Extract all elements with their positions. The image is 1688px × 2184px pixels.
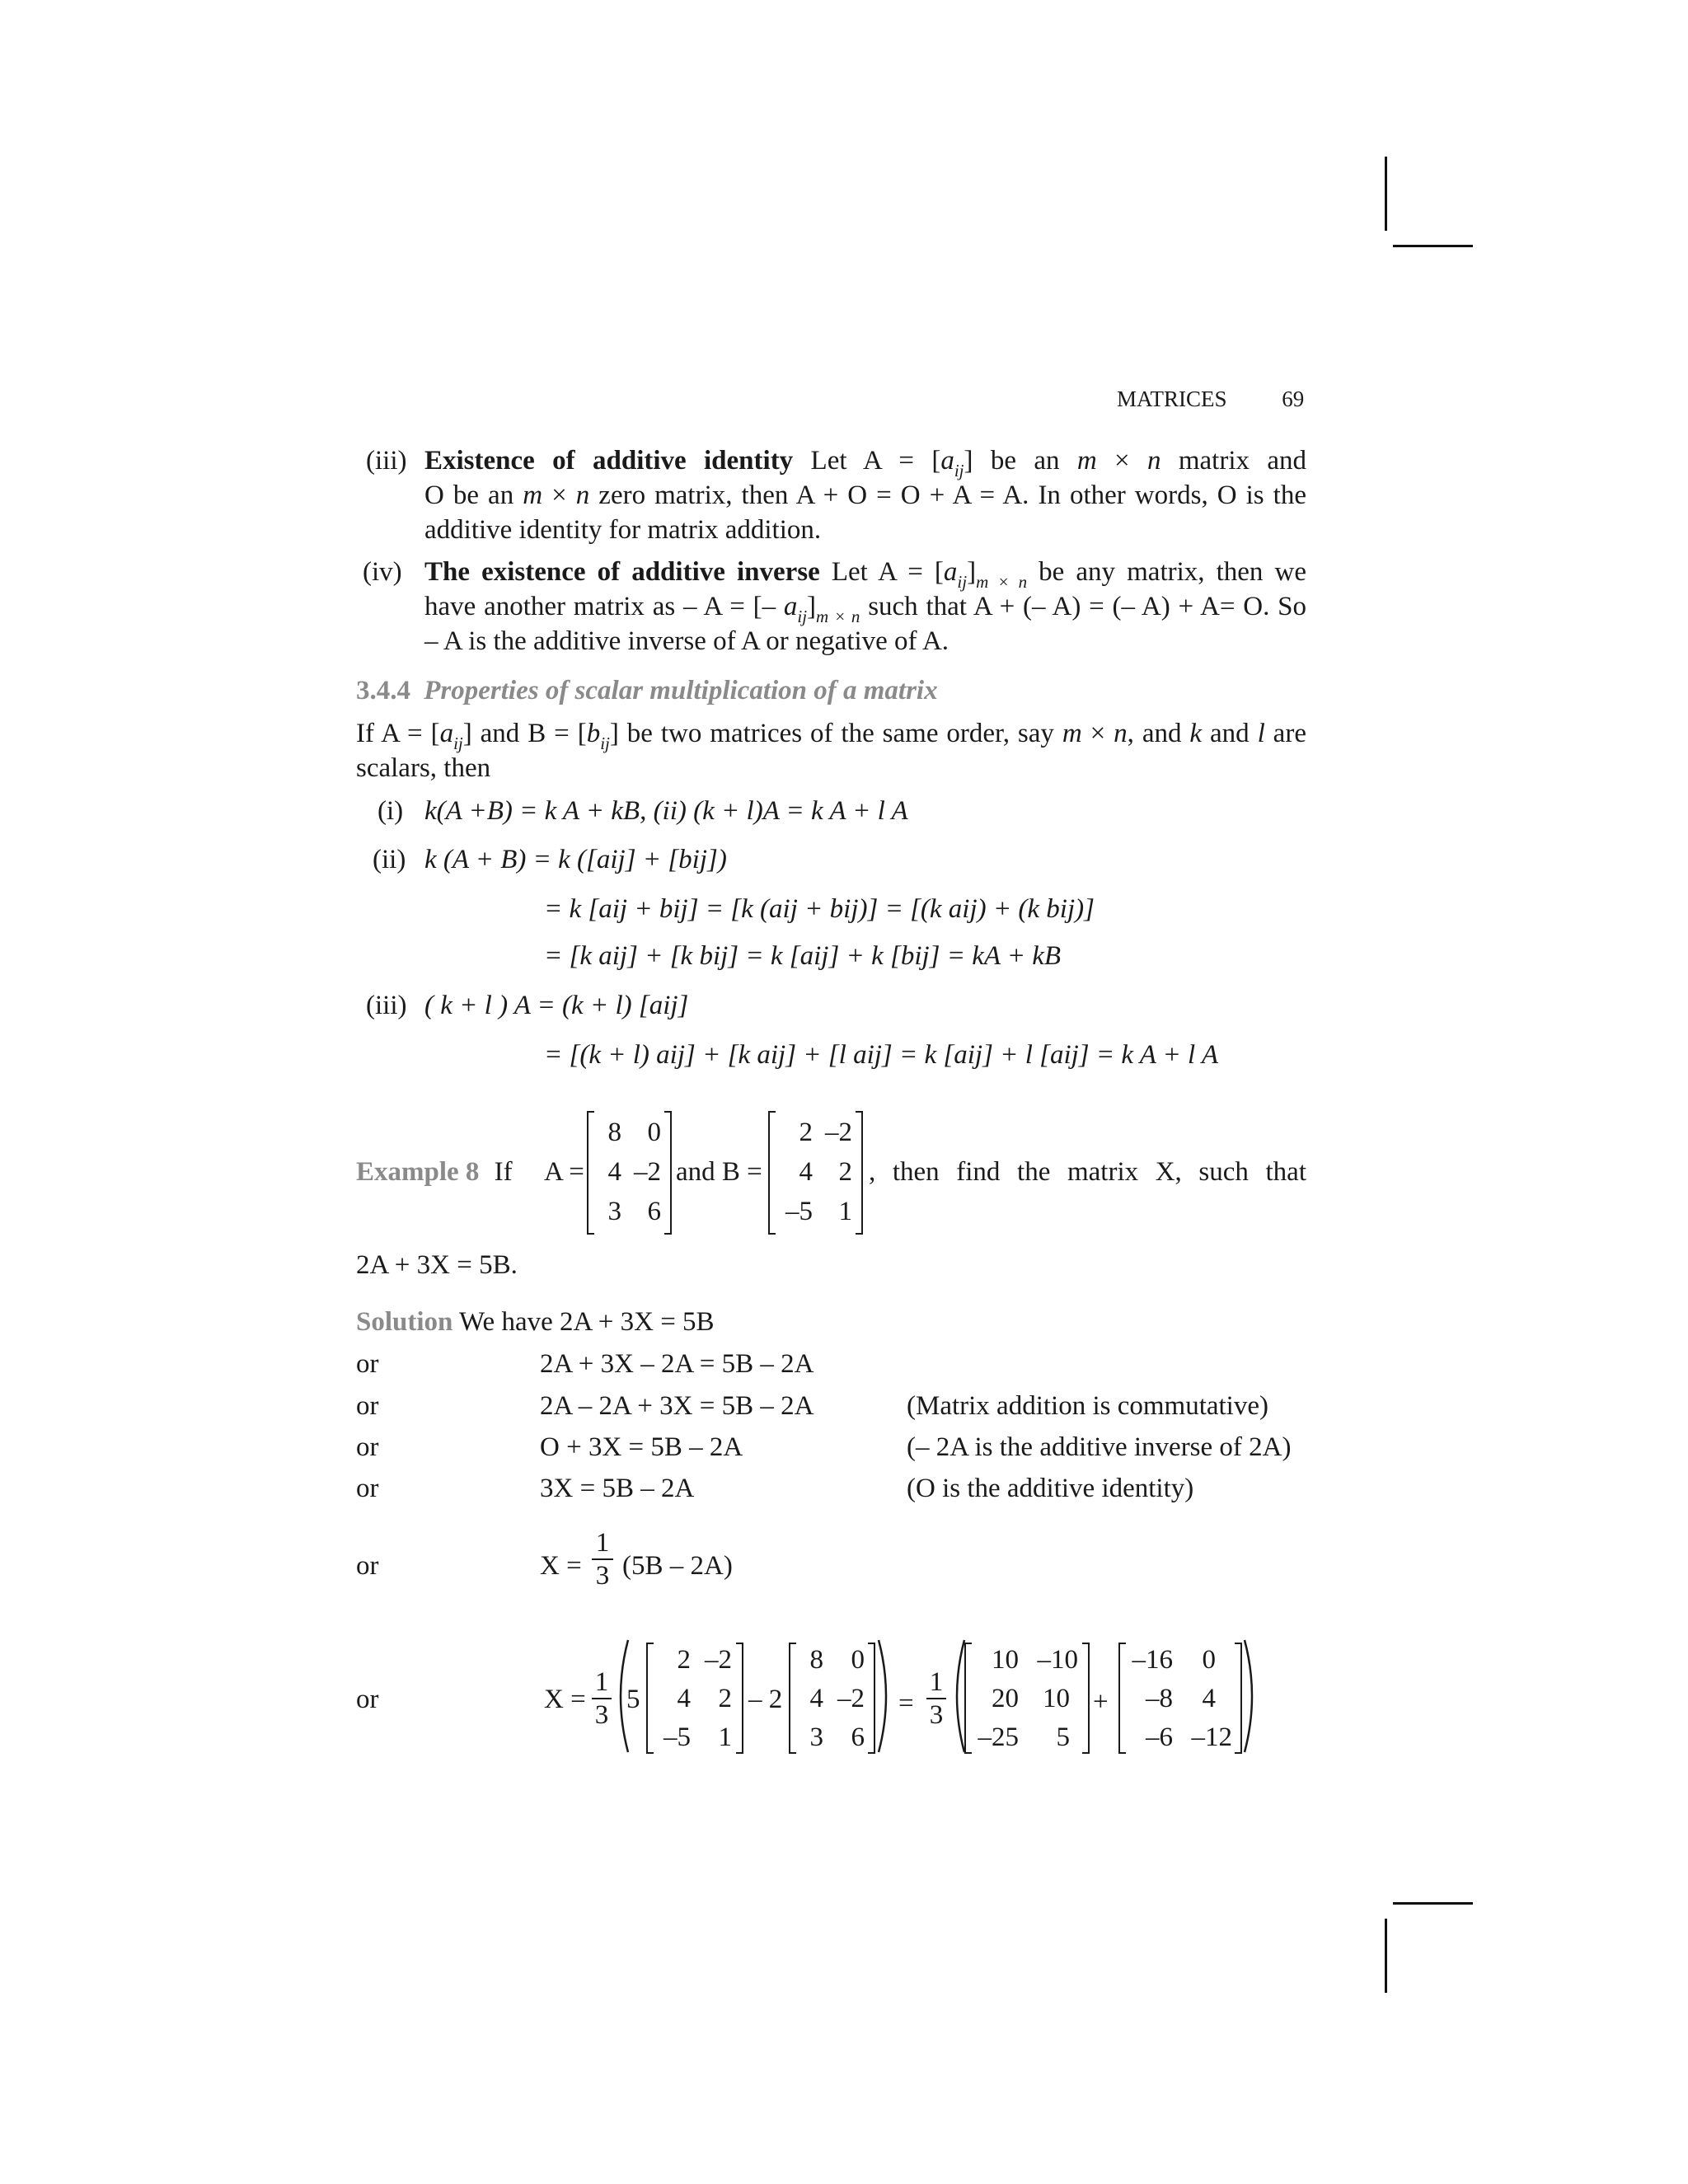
matrix-cell: 10 (992, 1645, 1019, 1675)
step-word: or (356, 1432, 379, 1462)
step-word: or (356, 1551, 379, 1581)
matrix-cell: 6 (647, 1197, 661, 1226)
solution-first: Solution We have 2A + 3X = 5B (356, 1307, 715, 1337)
matrix-cell: 4 (1202, 1684, 1216, 1713)
item-iv-line3: – A is the additive inverse of A or negative of A. (424, 626, 950, 656)
section-intro-line1: If $A = [a_{ij}]$ and $B = [b_{ij}]$ be two matrices of the same order, say m × n, and k and l are (356, 719, 1306, 753)
matrix-A (587, 1111, 672, 1235)
matrix-cell: 8 (809, 1645, 823, 1675)
crop-mark-bottom-vertical (1385, 1919, 1387, 1993)
matrix-cell: 4 (799, 1157, 813, 1187)
step6-plus: + (1093, 1687, 1109, 1717)
page-number: 69 (1282, 387, 1305, 411)
matrix-cell: 10 (1043, 1684, 1070, 1713)
matrix-cell: –2 (825, 1118, 852, 1147)
item-iv-line2: have another matrix as – A = [– $a_{ij}]_{m \times n}$ such that A + (– A) = (– A) + A= O. So (424, 592, 1307, 626)
section-title: Properties of scalar multiplication of a matrix (424, 676, 938, 705)
step5-rest: (5B – 2A) (622, 1551, 733, 1581)
prop-iii-step1: = [(k + l) aij] + [k aij] + [l aij] = k [aij] + l [aij] = k A + l A (544, 1040, 1219, 1070)
matrix-cell: 4 (677, 1684, 691, 1713)
matrix-cell: 0 (851, 1645, 865, 1675)
item-iii-line1: Existence of additive identity Let $A = [a_{ij}]$ be an m × n matrix and (424, 446, 1306, 480)
step-word: or (356, 1685, 379, 1714)
example-B-eq: and B = (676, 1157, 762, 1187)
prop-ii-text: k (A + B) = k ([aij] + [bij]) (424, 845, 727, 874)
step6-equals: = (898, 1689, 914, 1718)
fraction-one-third: $\frac{1}{3}$ (592, 1666, 612, 1731)
matrix-cell: 0 (1202, 1645, 1216, 1675)
matrix-cell: 3 (809, 1722, 823, 1752)
prop-ii-step2: = [k aij] + [k bij] = k [aij] + k [bij] = kA + kB (544, 941, 1062, 971)
matrix-cell: 2 (838, 1157, 852, 1187)
crop-mark-top-vertical (1385, 157, 1387, 231)
matrix-cell: 0 (647, 1118, 661, 1147)
matrix-cell: 1 (838, 1197, 852, 1226)
section-heading (356, 674, 938, 707)
left-paren-big (948, 1638, 966, 1754)
matrix-cell: –6 (1146, 1722, 1173, 1752)
matrix-M4 (1118, 1643, 1242, 1754)
matrix-cell: 5 (1056, 1722, 1070, 1752)
matrix-cell: –2 (634, 1157, 661, 1187)
step-reason: (Matrix addition is commutative) (907, 1391, 1268, 1421)
matrix-B (768, 1111, 863, 1235)
matrix-M2 (789, 1643, 875, 1754)
solution-label: Solution (356, 1307, 453, 1337)
prop-i-text: k(A +B) = k A + kB, (ii) (k + l)A = k A + l A (424, 796, 908, 826)
crop-mark-bottom-horizontal (1393, 1902, 1473, 1905)
matrix-cell: 4 (809, 1684, 823, 1713)
matrix-M1 (646, 1643, 743, 1754)
matrix-cell: –10 (1037, 1645, 1078, 1675)
running-head (1117, 385, 1304, 413)
step6-five: 5 (626, 1685, 640, 1714)
item-iv-line1: The existence of additive inverse Let $A = [a_{ij}]_{m \times n}$ be any matrix, then we (424, 557, 1306, 592)
step-word: or (356, 1474, 379, 1503)
prop-ii-number: (ii) (373, 845, 406, 874)
step-equation: 2A + 3X – 2A = 5B – 2A (540, 1349, 814, 1379)
item-iv-title: The existence of additive inverse (424, 557, 820, 587)
step-equation: 2A – 2A + 3X = 5B – 2A (540, 1391, 814, 1421)
right-paren-big (877, 1638, 895, 1754)
step6-minus2: – 2 (748, 1685, 783, 1714)
matrix-cell: –8 (1146, 1684, 1173, 1713)
matrix-cell: 4 (607, 1157, 621, 1187)
matrix-cell: 3 (607, 1197, 621, 1226)
matrix-cell: –16 (1132, 1645, 1173, 1675)
step-equation: O + 3X = 5B – 2A (540, 1432, 743, 1462)
matrix-cell: 20 (992, 1684, 1019, 1713)
step5-lhs: X = (540, 1551, 582, 1581)
matrix-cell: 8 (607, 1118, 621, 1147)
step-reason: (O is the additive identity) (907, 1474, 1194, 1503)
matrix-M3 (964, 1643, 1090, 1754)
fraction-one-third: $\frac{1}{3}$ (592, 1527, 613, 1591)
matrix-cell: –12 (1191, 1722, 1232, 1752)
matrix-cell: –5 (663, 1722, 691, 1752)
item-iii-line3: additive identity for matrix addition. (424, 515, 822, 545)
matrix-cell: –5 (785, 1197, 813, 1226)
item-iv-number: (iv) (363, 557, 402, 587)
step6-lhs: X = (544, 1685, 586, 1714)
item-iii-title: Existence of additive identity (424, 446, 794, 476)
example-A-eq: A = (544, 1157, 584, 1187)
example-condition: 2A + 3X = 5B. (356, 1250, 518, 1280)
right-paren-big (1243, 1638, 1261, 1754)
item-iii-line2: O be an m × n zero matrix, then A + O = O + A = A. In other words, O is the (424, 480, 1306, 510)
step-equation: 3X = 5B – 2A (540, 1474, 695, 1503)
step-word: or (356, 1391, 379, 1421)
matrix-cell: 2 (799, 1118, 813, 1147)
matrix-cell: 2 (677, 1645, 691, 1675)
prop-i-number: (i) (377, 796, 404, 826)
prop-ii-step1: = k [aij + bij] = [k (aij + bij)] = [(k aij) + (k bij)] (544, 894, 1095, 924)
section-number: 3.4.4 (356, 676, 410, 705)
running-title: MATRICES (1117, 387, 1227, 411)
matrix-cell: 1 (718, 1722, 732, 1752)
prop-iii-number: (iii) (366, 991, 407, 1020)
matrix-cell: –2 (837, 1684, 865, 1713)
step-word: or (356, 1349, 379, 1379)
crop-mark-top-horizontal (1393, 245, 1473, 247)
matrix-cell: –2 (705, 1645, 732, 1675)
matrix-cell: 2 (718, 1684, 732, 1713)
matrix-cell: 6 (851, 1722, 865, 1752)
section-intro-line2: scalars, then (356, 753, 491, 783)
example-label: Example 8 If (356, 1157, 513, 1187)
fraction-one-third: $\frac{1}{3}$ (926, 1666, 946, 1731)
item-iii-number: (iii) (366, 446, 407, 476)
prop-iii-text: ( k + l ) A = (k + l) [aij] (424, 991, 689, 1020)
step-reason: (– 2A is the additive inverse of 2A) (907, 1432, 1292, 1462)
example-tail: , then find the matrix X, such that (869, 1157, 1306, 1187)
matrix-cell: –25 (978, 1722, 1019, 1752)
